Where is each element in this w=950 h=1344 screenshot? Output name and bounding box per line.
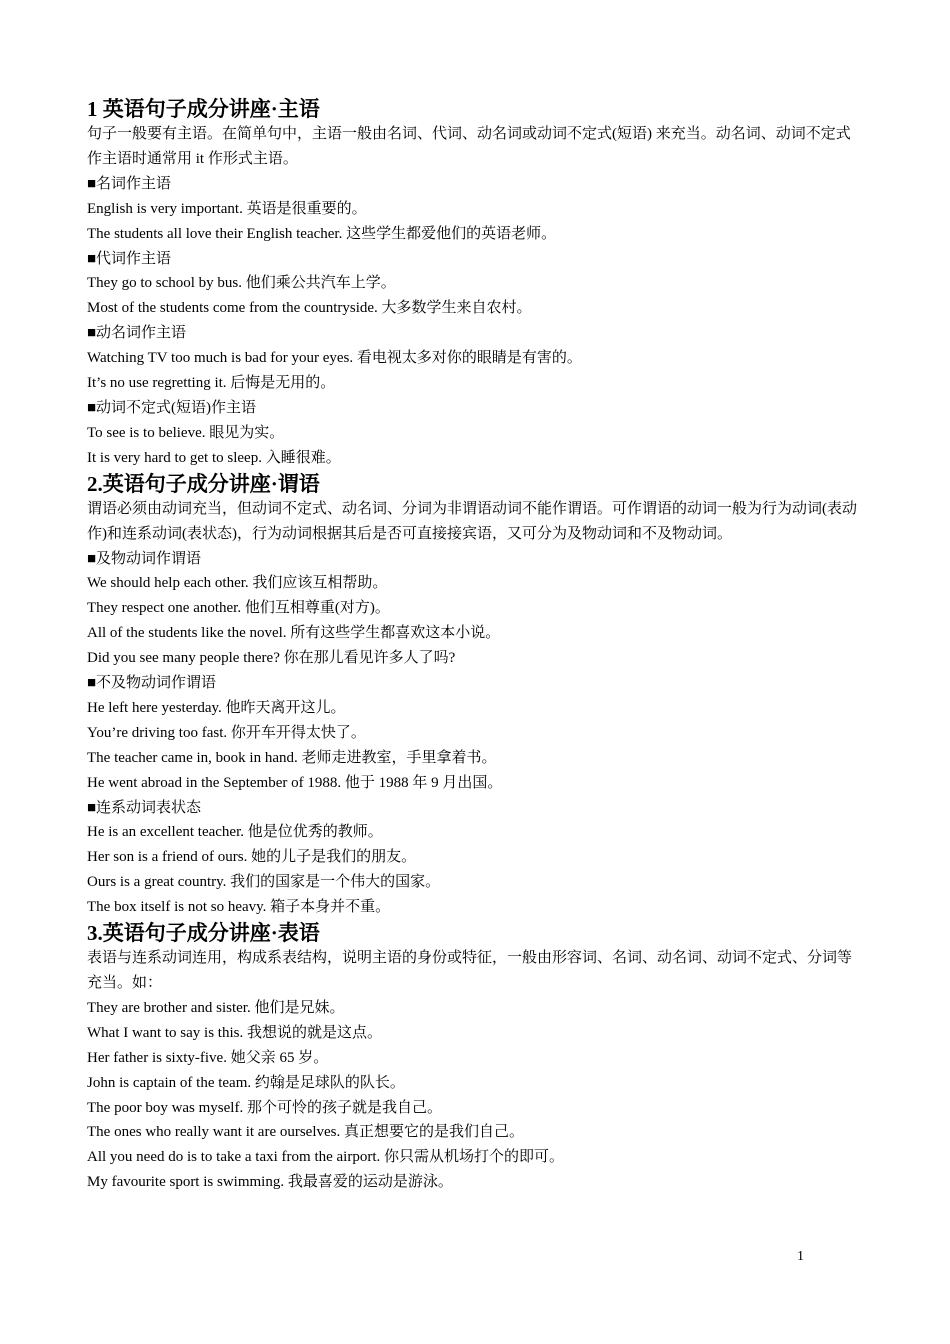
section-intro: 表语与连系动词连用，构成系表结构，说明主语的身份或特征，一般由形容词、名词、动名词、动词不定式、分词等充当。如：	[87, 950, 853, 991]
example-sentence: English is very important. 英语是很重要的。	[87, 200, 367, 217]
example-sentence: What I want to say is this. 我想说的就是这点。	[87, 1024, 382, 1041]
example-sentence: Watching TV too much is bad for your eyes. 看电视太多对你的眼睛是有害的。	[87, 350, 582, 367]
subheading: ■动词不定式(短语)作主语	[87, 399, 257, 416]
example-sentence: Did you see many people there? 你在那儿看见许多人了吗?	[87, 650, 456, 667]
example-sentence: You’re driving too fast. 你开车开得太快了。	[87, 724, 366, 741]
example-sentence: He is an excellent teacher. 他是位优秀的教师。	[87, 824, 383, 841]
subheading: ■及物动词作谓语	[87, 550, 202, 567]
section-heading: 1 英语句子成分讲座·主语	[87, 97, 320, 121]
example-sentence: Ours is a great country. 我们的国家是一个伟大的国家。	[87, 874, 441, 891]
section-intro: 谓语必须由动词充当，但动词不定式、动名词、分词为非谓语动词不能作谓语。可作谓语的动词一般为行为动词(表动作)和连系动词(表状态)，行为动词根据其后是否可直接接宾语，又可分为及物动词和不及物动词。	[87, 500, 858, 542]
example-sentence: The box itself is not so heavy. 箱子本身并不重。	[87, 899, 391, 916]
example-sentence: Her father is sixty-five. 她父亲 65 岁。	[87, 1049, 329, 1066]
page-number: 1	[797, 1249, 804, 1264]
example-sentence: Her son is a friend of ours. 她的儿子是我们的朋友。	[87, 849, 417, 866]
example-sentence: The students all love their English teacher. 这些学生都爱他们的英语老师。	[87, 225, 557, 242]
example-sentence: All you need do is to take a taxi from the airport. 你只需从机场打个的即可。	[87, 1149, 565, 1166]
example-sentence: They are brother and sister. 他们是兄妹。	[87, 999, 345, 1016]
subheading: ■代词作主语	[87, 250, 172, 267]
example-sentence: The teacher came in, book in hand. 老师走进教室，手里拿着书。	[87, 749, 497, 766]
example-sentence: It is very hard to get to sleep. 入睡很难。	[87, 449, 341, 466]
example-sentence: All of the students like the novel. 所有这些学生都喜欢这本小说。	[87, 625, 501, 642]
subheading: ■动名词作主语	[87, 325, 187, 342]
subheading: ■不及物动词作谓语	[87, 675, 217, 692]
section-intro: 句子一般要有主语。在简单句中，主语一般由名词、代词、动名词或动词不定式(短语) 来充当。动名词、动词不定式作主语时通常用 it 作形式主语。	[87, 126, 851, 167]
example-sentence: He left here yesterday. 他昨天离开这儿。	[87, 699, 346, 716]
example-sentence: Most of the students come from the countryside. 大多数学生来自农村。	[87, 300, 532, 317]
example-sentence: The ones who really want it are ourselves. 真正想要它的是我们自己。	[87, 1124, 525, 1141]
subheading: ■名词作主语	[87, 175, 172, 192]
example-sentence: They respect one another. 他们互相尊重(对方)。	[87, 600, 390, 617]
example-sentence: They go to school by bus. 他们乘公共汽车上学。	[87, 275, 396, 292]
example-sentence: He went abroad in the September of 1988. 他于 1988 年 9 月出国。	[87, 774, 503, 791]
section-heading: 3.英语句子成分讲座·表语	[87, 921, 320, 946]
example-sentence: To see is to believe. 眼见为实。	[87, 424, 285, 441]
section-heading: 2.英语句子成分讲座·谓语	[87, 471, 320, 496]
example-sentence: We should help each other. 我们应该互相帮助。	[87, 575, 388, 592]
document-page	[87, 96, 857, 1195]
example-sentence: It’s no use regretting it. 后悔是无用的。	[87, 375, 336, 392]
example-sentence: The poor boy was myself. 那个可怜的孩子就是我自己。	[87, 1099, 442, 1116]
example-sentence: John is captain of the team. 约翰是足球队的队长。	[87, 1074, 405, 1091]
example-sentence: My favourite sport is swimming. 我最喜爱的运动是游泳。	[87, 1174, 453, 1191]
subheading: ■连系动词表状态	[87, 799, 202, 816]
